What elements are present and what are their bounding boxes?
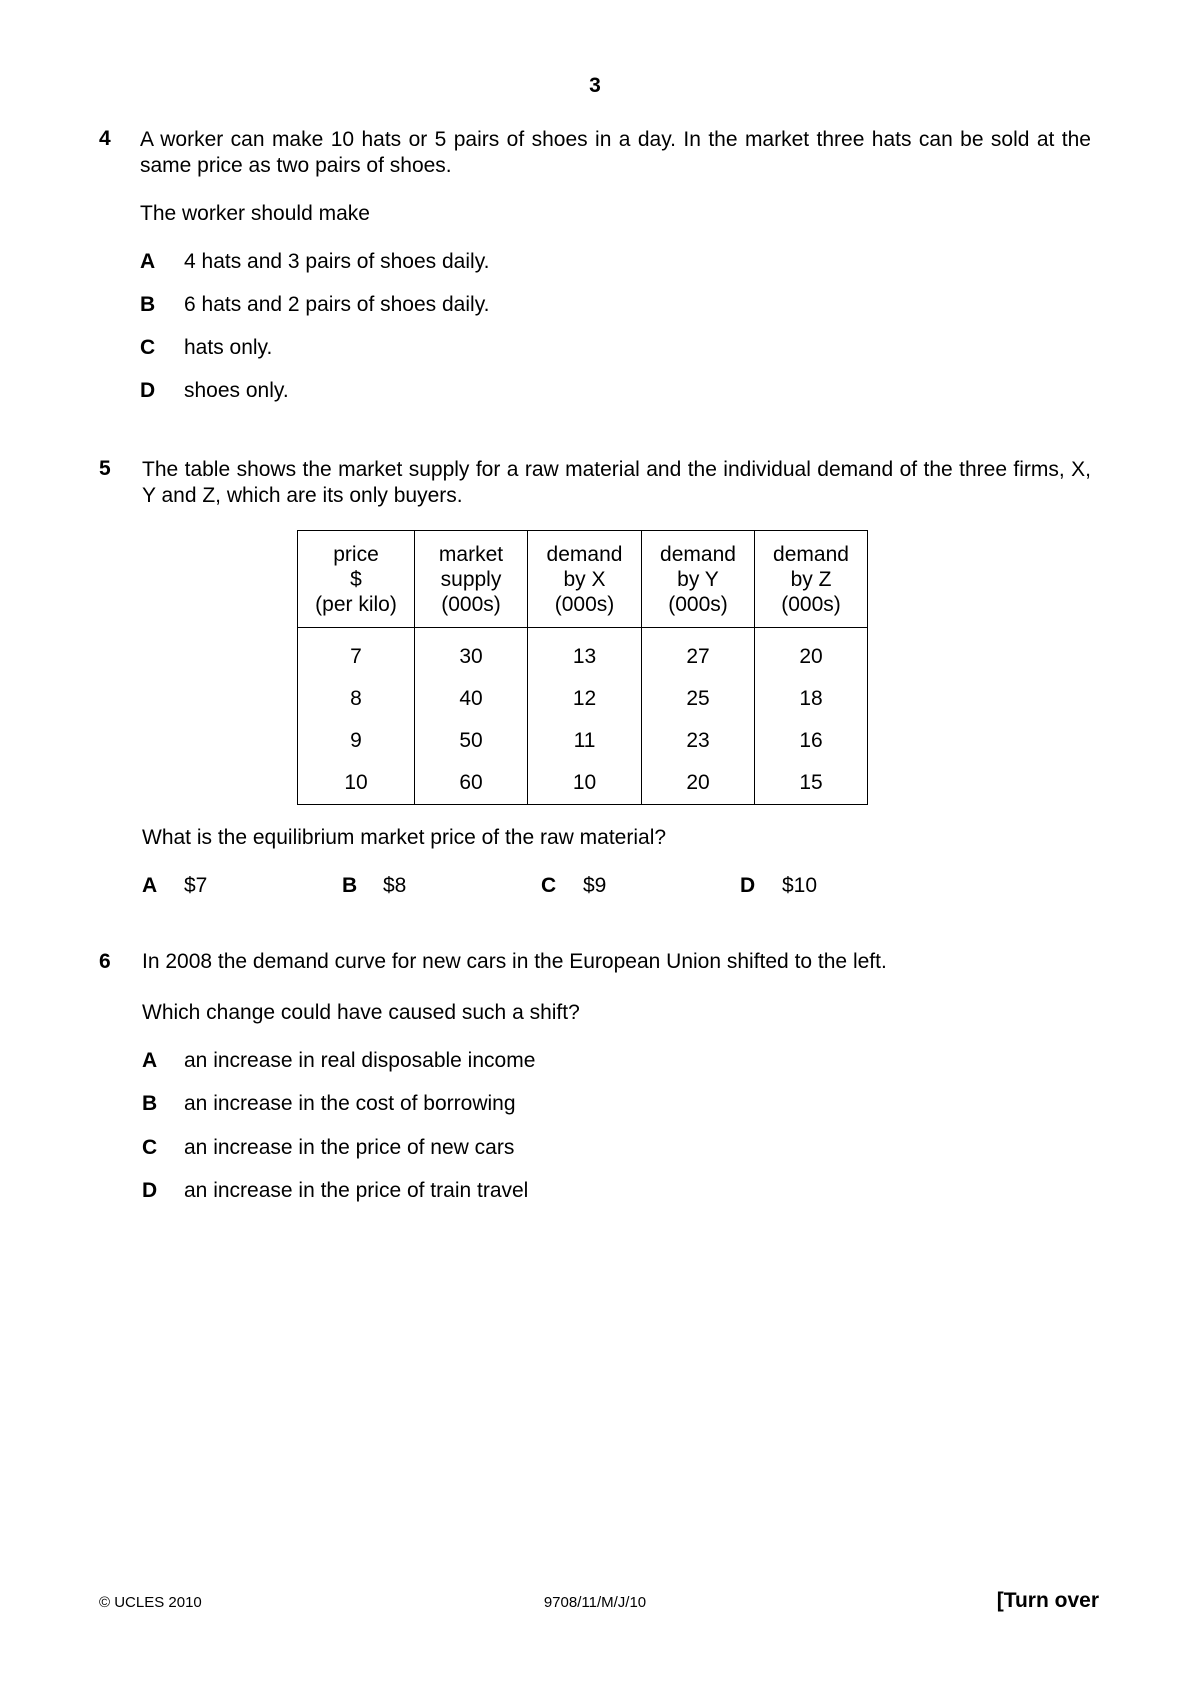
q4-option-b-letter: B <box>140 293 156 316</box>
question-5-number: 5 <box>99 457 111 480</box>
table-cell: 60 <box>415 762 528 805</box>
q6-option-b-letter: B <box>142 1092 158 1115</box>
table-cell: 11 <box>528 720 642 762</box>
question-5-prompt: What is the equilibrium market price of the raw material? <box>142 826 667 849</box>
q6-option-b-text: an increase in the cost of borrowing <box>184 1092 516 1115</box>
question-5-text: The table shows the market supply for a raw material and the individual demand of the three firms, X, Y and Z, which are its only buyers. <box>142 458 1091 507</box>
table-cell: 20 <box>642 762 755 805</box>
q4-option-d-text: shoes only. <box>184 379 289 402</box>
header-price: price $ (per kilo) <box>298 531 415 628</box>
table-cell: 18 <box>755 678 868 720</box>
q4-option-c-text: hats only. <box>184 336 273 359</box>
question-4-number: 4 <box>99 127 111 150</box>
header-demand-x: demand by X (000s) <box>528 531 642 628</box>
footer-paper-code: 9708/11/M/J/10 <box>543 1594 647 1611</box>
q5-option-c-letter: C <box>541 874 557 897</box>
q6-option-c-letter: C <box>142 1136 158 1159</box>
q6-option-d-letter: D <box>142 1179 158 1202</box>
table-cell: 12 <box>528 678 642 720</box>
q6-option-a-text: an increase in real disposable income <box>184 1049 536 1072</box>
q5-option-d-text: $10 <box>782 874 818 897</box>
table-cell: 8 <box>298 678 415 720</box>
q6-option-a-letter: A <box>142 1049 158 1072</box>
q5-option-d-letter: D <box>740 874 756 897</box>
table-row <box>298 720 868 762</box>
supply-demand-table <box>297 530 868 805</box>
table-cell: 9 <box>298 720 415 762</box>
footer-copyright: © UCLES 2010 <box>99 1594 202 1611</box>
table-cell: 23 <box>642 720 755 762</box>
q5-option-b-letter: B <box>342 874 358 897</box>
q5-option-c-text: $9 <box>583 874 607 897</box>
q5-option-a-text: $7 <box>184 874 208 897</box>
question-6-prompt: Which change could have caused such a shift? <box>142 1001 580 1024</box>
table-row <box>298 678 868 720</box>
header-demand-y: demand by Y (000s) <box>642 531 755 628</box>
header-demand-z: demand by Z (000s) <box>755 531 868 628</box>
table-row <box>298 762 868 805</box>
question-6-text: In 2008 the demand curve for new cars in the European Union shifted to the left. <box>142 950 887 973</box>
q5-option-a-letter: A <box>142 874 158 897</box>
table-cell: 7 <box>298 628 415 679</box>
q5-option-b-text: $8 <box>383 874 407 897</box>
q4-option-a-letter: A <box>140 250 156 273</box>
table-cell: 20 <box>755 628 868 679</box>
question-4-text: A worker can make 10 hats or 5 pairs of shoes in a day. In the market three hats can be sold at the same price as two pairs of shoes. <box>140 128 1091 177</box>
table-cell: 27 <box>642 628 755 679</box>
q6-option-d-text: an increase in the price of train travel <box>184 1179 529 1202</box>
table-cell: 30 <box>415 628 528 679</box>
q6-option-c-text: an increase in the price of new cars <box>184 1136 515 1159</box>
table-cell: 16 <box>755 720 868 762</box>
q4-option-d-letter: D <box>140 379 156 402</box>
header-market-supply: market supply (000s) <box>415 531 528 628</box>
table-cell: 40 <box>415 678 528 720</box>
question-4-prompt: The worker should make <box>140 202 370 225</box>
q4-option-c-letter: C <box>140 336 156 359</box>
table-cell: 25 <box>642 678 755 720</box>
q4-option-b-text: 6 hats and 2 pairs of shoes daily. <box>184 293 490 316</box>
q4-option-a-text: 4 hats and 3 pairs of shoes daily. <box>184 250 490 273</box>
table-cell: 10 <box>298 762 415 805</box>
table-row <box>298 628 868 679</box>
footer-turn-over: [Turn over <box>996 1589 1099 1612</box>
table-cell: 13 <box>528 628 642 679</box>
question-6-number: 6 <box>99 950 111 973</box>
table-cell: 15 <box>755 762 868 805</box>
table-cell: 50 <box>415 720 528 762</box>
page-number: 3 <box>589 74 601 97</box>
table-cell: 10 <box>528 762 642 805</box>
